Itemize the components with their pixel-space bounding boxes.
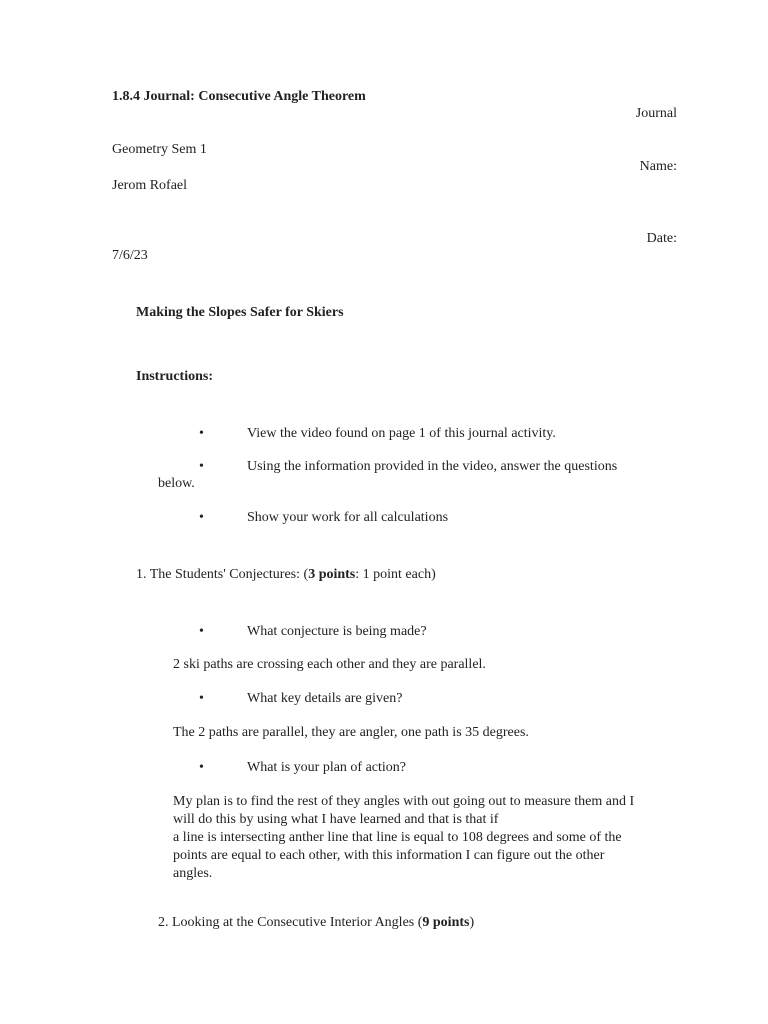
answer-key-details: The 2 paths are parallel, they are angler, one path is 35 degrees.	[173, 725, 529, 740]
question-1-prefix: 1. The Students' Conjectures: (	[136, 567, 309, 582]
bullet-icon: •	[199, 760, 204, 775]
prompt-key-details: What key details are given?	[247, 691, 403, 706]
instruction-item: Using the information provided in the video, answer the questions	[247, 459, 618, 474]
answer-conjecture: 2 ski paths are crossing each other and they are parallel.	[173, 657, 486, 672]
answer-plan-line: a line is intersecting anther line that line is equal to 108 degrees and some of the	[173, 830, 622, 845]
question-2-heading	[158, 914, 474, 932]
course-name: Geometry Sem 1	[112, 142, 207, 157]
date-label: Date:	[646, 231, 677, 246]
answer-plan-line: will do this by using what I have learned and that is that if	[173, 812, 499, 827]
bullet-icon: •	[199, 510, 204, 525]
bullet-icon: •	[199, 691, 204, 706]
instruction-item-wrap: below.	[158, 476, 195, 491]
instruction-item: Show your work for all calculations	[247, 510, 449, 525]
answer-plan-line: angles.	[173, 866, 213, 881]
instructions-heading: Instructions:	[136, 369, 214, 384]
question-1-points: 3 points	[308, 567, 356, 582]
section-title: Making the Slopes Safer for Skiers	[136, 305, 344, 320]
question-2-suffix: )	[469, 915, 475, 930]
document-title: 1.8.4 Journal: Consecutive Angle Theorem	[112, 89, 366, 104]
answer-plan-line: points are equal to each other, with this information I can figure out the other	[173, 848, 605, 863]
prompt-plan: What is your plan of action?	[247, 760, 407, 775]
bullet-icon: •	[199, 426, 204, 441]
student-name: Jerom Rofael	[112, 178, 188, 193]
date-value: 7/6/23	[112, 248, 148, 263]
question-2-points: 9 points	[422, 915, 470, 930]
question-1-heading	[136, 566, 436, 584]
name-label: Name:	[639, 159, 677, 174]
answer-plan-line: My plan is to find the rest of they angles with out going out to measure them and I	[173, 794, 635, 809]
instruction-item: View the video found on page 1 of this journal activity.	[247, 426, 556, 441]
prompt-conjecture: What conjecture is being made?	[247, 624, 427, 639]
question-2-prefix: 2. Looking at the Consecutive Interior Angles (	[158, 915, 423, 930]
bullet-icon: •	[199, 624, 204, 639]
bullet-icon: •	[199, 459, 204, 474]
journal-label: Journal	[635, 106, 677, 121]
question-1-suffix: : 1 point each)	[355, 567, 436, 582]
